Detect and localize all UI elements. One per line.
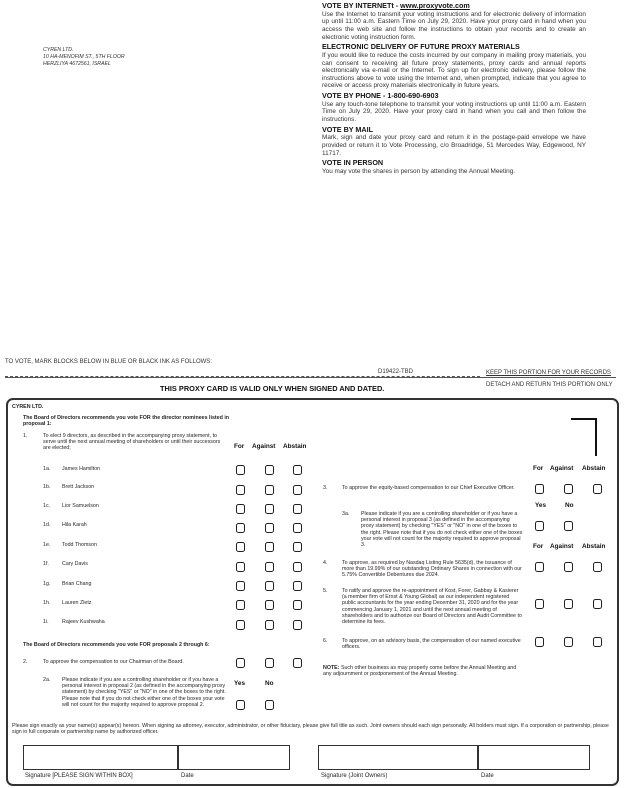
p6-abstain[interactable] [593, 637, 602, 647]
nominee-1c-for[interactable] [236, 504, 245, 514]
nominee-num: 1c. [43, 503, 51, 509]
nominee-1d-against[interactable] [265, 523, 274, 533]
nominee-1a-abstain[interactable] [293, 465, 302, 475]
nominee-name: Brian Chang [62, 581, 92, 587]
internet-text: Use the Internet to transmit your voting instructions and for electronic delivery of information up until 11:00 a.m. Eastern Time on July 29, 2020. Have your proxy card in hand when you access the web site and follow the instructions to obtain your records and to create an electronic voting instruction form. [322, 10, 586, 41]
nominee-1h-against[interactable] [265, 600, 274, 610]
nominee-1f-against[interactable] [265, 562, 274, 572]
joint-date-box[interactable] [478, 745, 590, 770]
person-text: You may vote the shares in person by attending the Annual Meeting. [322, 167, 516, 175]
p2a-num: 2a. [43, 677, 51, 683]
nominee-name: Cary Davis [62, 561, 88, 567]
nominee-1c-abstain[interactable] [293, 504, 302, 514]
address-line-2: HERZLIYA 4672561, ISRAEL [43, 61, 111, 68]
right-col-for-2: For [533, 543, 544, 550]
company-name: CYREN LTD. [43, 47, 74, 53]
signature-box[interactable] [23, 745, 178, 770]
p3-text: To approve the equity-based compensation to our Chief Executive Officer. [342, 485, 515, 491]
p4-abstain[interactable] [593, 562, 602, 572]
nominee-1h-abstain[interactable] [293, 600, 302, 610]
nominee-1e-for[interactable] [236, 542, 245, 552]
p2a-text: Please indicate if you are a controlling shareholder or if you have a personal interest in proposal 2 (as defined in the accompanying proxy statement) by checking "YES" or "NO" in one of the boxes to the right. Please note that if you do not check either one of the boxes your vote will not count for the majority required to approve proposal 2. [62, 677, 226, 708]
mark-instructions: TO VOTE, MARK BLOCKS BELOW IN BLUE OR BLACK INK AS FOLLOWS: [5, 359, 212, 365]
proxyvote-link[interactable]: www.proxyvote.com [400, 1, 470, 10]
date-label: Date [181, 773, 194, 779]
valid-notice: THIS PROXY CARD IS VALID ONLY WHEN SIGNED AND DATED. [160, 384, 385, 393]
p2-against[interactable] [265, 658, 274, 668]
nominee-1i-against[interactable] [265, 620, 274, 630]
note-text: Such other business as may properly come before the Annual Meeting and any adjournment or postponement of the Annual Meeting. [323, 665, 517, 678]
p5-text: To ratify and approve the re-appointment of Kost, Forer, Gabbay & Kasierer (a member firm of Ernst & Young Global) as our independent registered public accountants for the year ending December 31, 2020 and for the year commencing January 1, 2021 and until the next annual meeting of shareholders and to authorize our Board of Directors and Audit Committee to determine its fees. [342, 588, 522, 626]
p4-num: 4. [323, 560, 328, 566]
p5-num: 5. [323, 588, 328, 594]
nominee-num: 1h. [43, 600, 51, 606]
p2a-col-yes: Yes [234, 680, 246, 687]
p4-against[interactable] [564, 562, 573, 572]
p3a-col-yes: Yes [535, 502, 547, 509]
nominee-1d-abstain[interactable] [293, 523, 302, 533]
nominee-num: 1b. [43, 484, 51, 490]
nominee-1f-for[interactable] [236, 562, 245, 572]
sign-instructions: Please sign exactly as your name(s) appear(s) hereon. When signing as attorney, executor, administrator, or other fiduciary, please give full title as such. Joint owners should each sign personally. All holders must sign. If a corporation or partnership, please sign in full corporate or partnership name by authorized officer. [12, 723, 609, 736]
right-col-against-2: Against [550, 543, 574, 550]
detach-return-text: DETACH AND RETURN THIS PORTION ONLY [486, 382, 613, 388]
note-label: NOTE: [323, 665, 340, 671]
joint-signature-box[interactable] [318, 745, 478, 770]
p3a-no[interactable] [564, 521, 573, 531]
voting-instructions [322, 2, 586, 175]
right-col-abstain-2: Abstain [582, 543, 606, 550]
p3a-col-no: No [565, 502, 574, 509]
p6-num: 6. [323, 638, 328, 644]
corner-mark [571, 418, 597, 456]
nominee-num: 1f. [43, 561, 49, 567]
address-line-1: 10 HA-MENOFIM ST., 5TH FLOOR [43, 54, 125, 61]
nominee-name: Hila Karah [62, 522, 87, 528]
nominee-1e-abstain[interactable] [293, 542, 302, 552]
nominee-1b-for[interactable] [236, 485, 245, 495]
phone-text: Use any touch-tone telephone to transmit your voting instructions up until 11:00 a.m. Eastern Time on July 29, 2020. Have your proxy card in hand when you call and then follow the instructions. [322, 100, 586, 123]
nominee-num: 1e. [43, 542, 51, 548]
note [323, 665, 523, 677]
edelivery-text: If you would like to reduce the costs incurred by our company in mailing proxy materials, you can consent to receiving all future proxy statements, proxy cards and annual reports electronically via e-mail or the Internet. To sign up for electronic delivery, please follow the instructions above to vote using the Internet and, when prompted, indicate that you agree to receive or access proxy materials electronically in future years. [322, 51, 586, 90]
board-rec-2: The Board of Directors recommends you vote FOR proposals 2 through 6: [23, 642, 210, 648]
p2-abstain[interactable] [293, 658, 302, 668]
p2-for[interactable] [236, 658, 245, 668]
edelivery-heading: ELECTRONIC DELIVERY OF FUTURE PROXY MATERIALS [322, 42, 520, 52]
nominee-num: 1i. [43, 619, 49, 625]
nominee-1g-abstain[interactable] [293, 581, 302, 591]
p2a-yes[interactable] [236, 700, 245, 710]
nominee-name: James Hamilton [62, 466, 100, 472]
right-col-against: Against [550, 465, 574, 472]
p6-text: To approve, on an advisory basis, the compensation of our named executive officers. [342, 638, 521, 651]
p1-text: To elect 9 directors, as described in the accompanying proxy statement, to serve until the next annual meeting of shareholders or until their successors are elected; [43, 433, 221, 452]
p5-for[interactable] [535, 599, 544, 609]
col-for: For [234, 443, 245, 450]
col-against: Against [252, 443, 276, 450]
p6-against[interactable] [564, 637, 573, 647]
right-col-abstain: Abstain [582, 465, 606, 472]
p2-text: To approve the compensation to our Chairman of the Board. [43, 659, 184, 665]
p4-for[interactable] [535, 562, 544, 572]
nominee-1b-against[interactable] [265, 485, 274, 495]
mail-text: Mark, sign and date your proxy card and return it in the postage-paid envelope we have provided or return it to Vote Processing, c/o Broadridge, 51 Mercedes Way, Edgewood, NY 11717. [322, 134, 586, 157]
right-col-for: For [533, 465, 544, 472]
nominee-1i-for[interactable] [236, 620, 245, 630]
control-code: D19422-TBD [378, 369, 414, 375]
nominee-name: Brett Jackson [62, 484, 95, 490]
mail-heading: VOTE BY MAIL [322, 124, 373, 134]
p3-for[interactable] [535, 484, 544, 494]
nominee-1c-against[interactable] [265, 504, 274, 514]
p5-against[interactable] [564, 599, 573, 609]
p3a-num: 3a. [342, 511, 350, 517]
p3-abstain[interactable] [593, 484, 602, 494]
person-heading: VOTE IN PERSON [322, 158, 384, 168]
p3-num: 3. [323, 485, 328, 491]
signature-label: Signature [PLEASE SIGN WITHIN BOX] [25, 773, 133, 779]
nominee-name: Lauren Zletz [62, 600, 92, 606]
nominee-name: Todd Thomson [62, 542, 97, 548]
nominee-1g-for[interactable] [236, 581, 245, 591]
internet-heading: VOTE BY INTERNETt - www.proxyvote.com [322, 1, 470, 10]
nominee-1a-against[interactable] [265, 465, 274, 475]
nominee-num: 1d. [43, 522, 51, 528]
nominee-num: 1a. [43, 466, 51, 472]
nominee-1i-abstain[interactable] [293, 620, 302, 630]
p4-text: To approve, as required by Nasdaq Listing Rule 5635(d), the issuance of more than 19.99% of our outstanding Ordinary Shares in connection with our 5.75% Convertible Debentures due 2024. [342, 560, 522, 579]
nominee-name: Rajeev Kushwaha [62, 619, 105, 625]
p1-num: 1. [23, 433, 28, 439]
company-address [43, 47, 125, 69]
p2a-col-no: No [265, 680, 274, 687]
p3-against[interactable] [564, 484, 573, 494]
keep-portion-text: KEEP THIS PORTION FOR YOUR RECORDS [486, 370, 611, 376]
p3a-yes[interactable] [535, 521, 544, 531]
nominee-1b-abstain[interactable] [293, 485, 302, 495]
col-abstain: Abstain [283, 443, 307, 450]
board-rec-1: The Board of Directors recommends you vote FOR the director nominees listed in proposal 1: [23, 415, 230, 428]
nominee-1h-for[interactable] [236, 600, 245, 610]
phone-heading: VOTE BY PHONE - 1-800-690-6903 [322, 90, 439, 100]
nominee-1d-for[interactable] [236, 523, 245, 533]
nominee-num: 1g. [43, 581, 51, 587]
p6-for[interactable] [535, 637, 544, 647]
date-box[interactable] [178, 745, 290, 770]
strip-rule [5, 377, 616, 378]
p5-abstain[interactable] [593, 599, 602, 609]
p2-num: 2. [23, 659, 28, 665]
p3a-text: Please indicate if you are a controlling shareholder or if you have a personal interest in proposal 3 (as defined in the accompanying proxy statement) by checking "YES" or "NO" in one of the boxes to the right. Please note that if you do not check either one of the boxes your vote will not count for the majority required to approve proposal 3. [361, 511, 523, 549]
joint-signature-label: Signature (Joint Owners) [321, 773, 388, 779]
nominee-1g-against[interactable] [265, 581, 274, 591]
nominee-name: Lior Samuelson [62, 503, 99, 509]
p2a-no[interactable] [265, 700, 274, 710]
joint-date-label: Date [481, 773, 494, 779]
card-company: CYREN LTD. [12, 404, 44, 410]
nominee-1f-abstain[interactable] [293, 562, 302, 572]
nominee-1a-for[interactable] [236, 465, 245, 475]
nominee-1e-against[interactable] [265, 542, 274, 552]
